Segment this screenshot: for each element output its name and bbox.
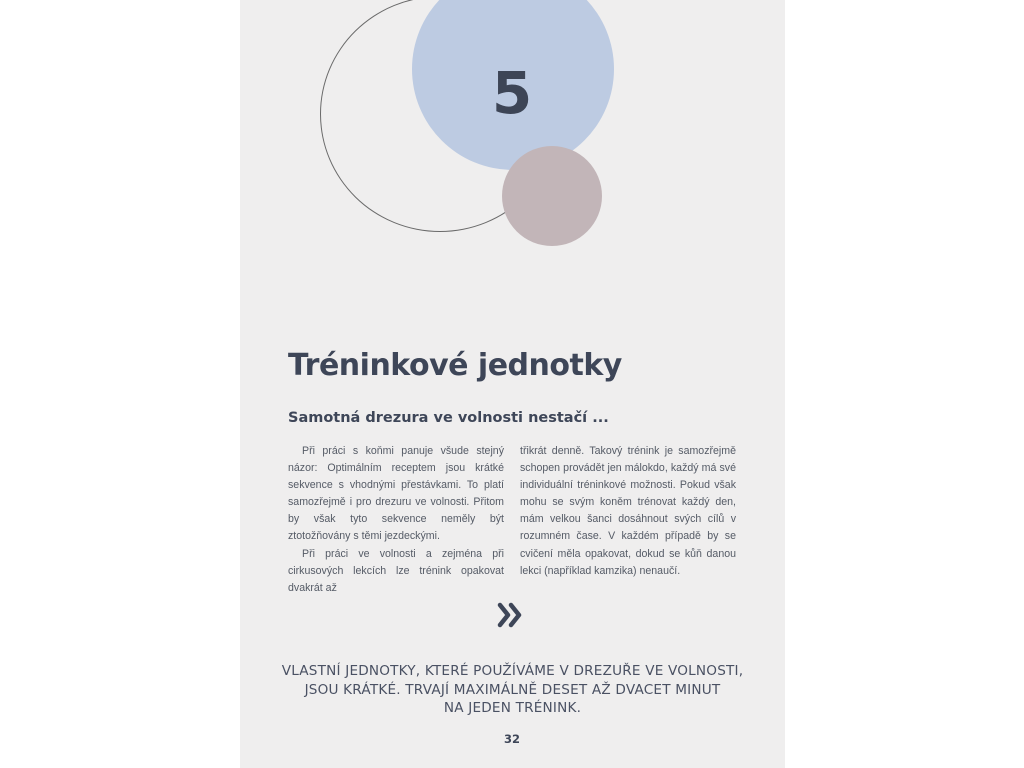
book-page — [240, 0, 785, 768]
body-column-right — [520, 443, 736, 580]
pull-quote-line: VLASTNÍ JEDNOTKY, KTERÉ POUŽÍVÁME V DREZUŘE VE VOLNOSTI, — [281, 663, 744, 679]
chapter-subtitle: Samotná drezura ve volnosti nestačí ... — [288, 410, 609, 426]
body-paragraph: Při práci ve volnosti a zejména při cirkusových lekcích lze trénink opakovat dvakrát až — [288, 547, 504, 594]
body-paragraph: třikrát denně. Takový trénink je samozřejmě schopen provádět jen málokdo, každý má své individuální tréninkové možnosti. Pokud však mohu se svým koněm trénovat každý den, mám velkou šanci dosáhnout svých cílů v rozumném čase. V každém případě by se cvičení měla opakovat, dokud se kůň danou lekci (například kamzika) nenaučí. — [520, 445, 736, 577]
double-chevron-right-icon — [492, 600, 532, 630]
body-column-left — [288, 443, 504, 597]
body-paragraph: Při práci s koňmi panuje všude stejný názor: Optimálním receptem jsou krátké sekvence s vhodnými přestávkami. To platí samozřejmě i pro drezuru ve volnosti. Přitom by však tyto sekvence neměly být ztotožňovány s těmi jezdeckými. — [288, 445, 504, 543]
chapter-number: 5 — [491, 59, 533, 127]
pull-quote-line: JSOU KRÁTKÉ. TRVAJÍ MAXIMÁLNĚ DESET AŽ DVACET MINUT — [304, 681, 721, 698]
pull-quote-line: NA JEDEN TRÉNINK. — [443, 700, 582, 716]
pull-quote — [280, 662, 745, 718]
decorative-mauve-circle — [502, 146, 602, 246]
page-number: 32 — [503, 732, 520, 746]
chapter-title: Tréninkové jednotky — [288, 348, 622, 383]
